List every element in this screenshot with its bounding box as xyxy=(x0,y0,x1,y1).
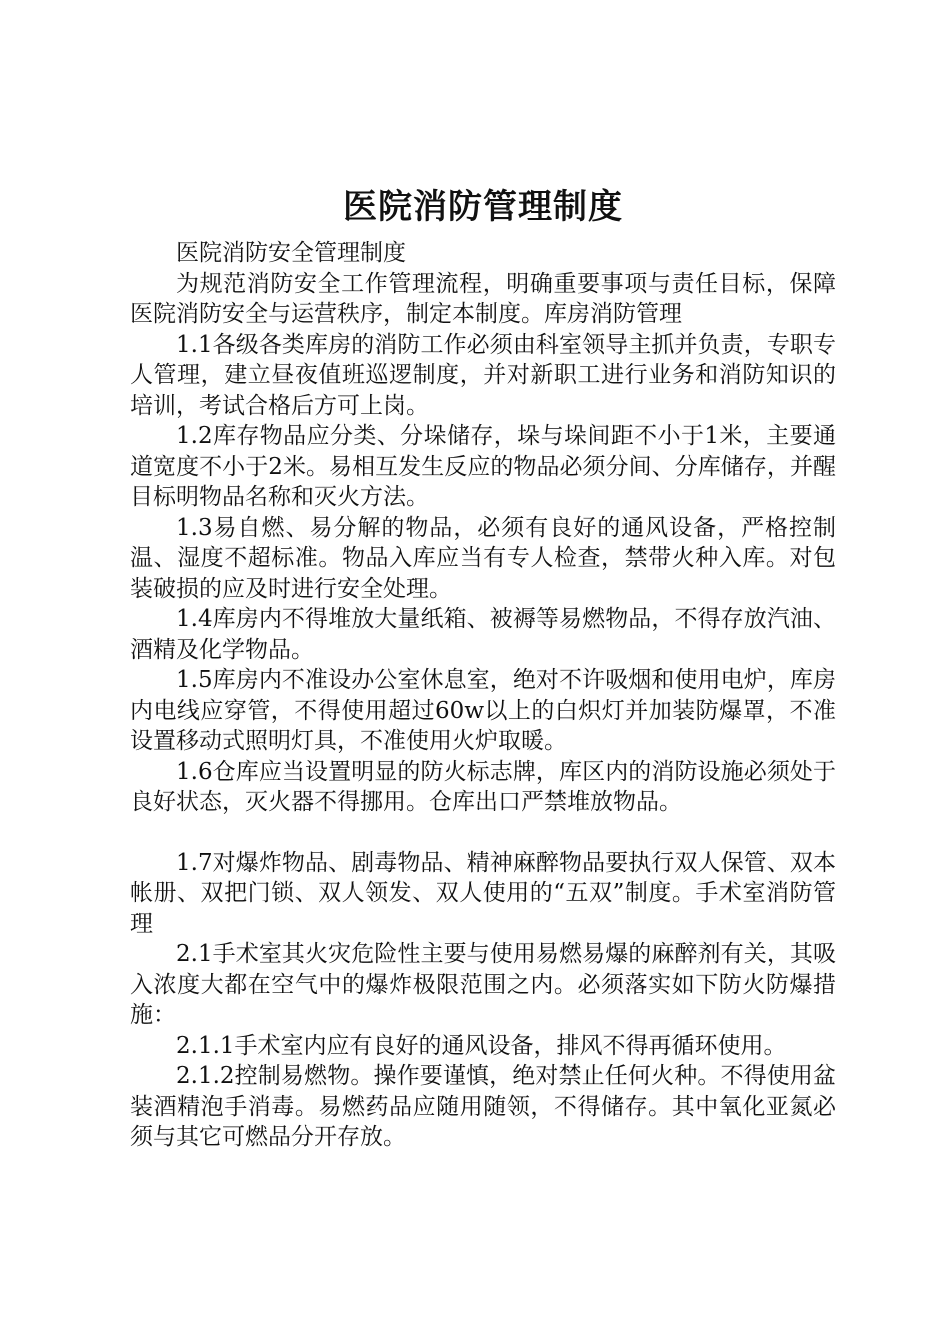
paragraph-2-1-1: 2.1.1手术室内应有良好的通风设备，排风不得再循环使用。 xyxy=(176,1032,787,1059)
paragraph-1-2: 1.2库存物品应分类、分垛储存，垛与垛间距不小于1米，主要通道宽度不小于2米。易相互发生反应的物品必须分间、分库储存，并醒目标明物品名称和灭火方法。 xyxy=(130,423,836,510)
document-page xyxy=(130,180,836,1153)
paragraph-intro: 为规范消防安全工作管理流程，明确重要事项与责任目标，保障医院消防安全与运营秩序，制定本制度。库房消防管理 xyxy=(130,270,836,327)
paragraph-1-6: 1.6仓库应当设置明显的防火标志牌，库区内的消防设施必须处于良好状态，灭火器不得挪用。仓库出口严禁堆放物品。 xyxy=(130,758,836,815)
paragraph-1-1: 1.1各级各类库房的消防工作必须由科室领导主抓并负责，专职专人管理，建立昼夜值班巡逻制度，并对新职工进行业务和消防知识的培训，考试合格后方可上岗。 xyxy=(130,331,836,419)
paragraph-1-7: 1.7对爆炸物品、剧毒物品、精神麻醉物品要执行双人保管、双本帐册、双把门锁、双人领发、双人使用的“五双”制度。手术室消防管理 xyxy=(130,849,836,937)
paragraph-1-5: 1.5库房内不准设办公室休息室，绝对不许吸烟和使用电炉，库房内电线应穿管，不得使用超过60w以上的白炽灯并加装防爆罩，不准设置移动式照明灯具，不准使用火炉取暖。 xyxy=(130,667,836,754)
paragraph-1-3: 1.3易自燃、易分解的物品，必须有良好的通风设备，严格控制温、湿度不超标准。物品入库应当有专人检查，禁带火种入库。对包装破损的应及时进行安全处理。 xyxy=(130,514,836,602)
paragraph-1-4: 1.4库房内不得堆放大量纸箱、被褥等易燃物品，不得存放汽油、酒精及化学物品。 xyxy=(130,606,836,663)
paragraph-2-1-2: 2.1.2控制易燃物。操作要谨慎，绝对禁止任何火种。不得使用盆装酒精泡手消毒。易燃药品应随用随领，不得储存。其中氧化亚氮必须与其它可燃品分开存放。 xyxy=(130,1063,836,1150)
paragraph-subtitle: 医院消防安全管理制度 xyxy=(176,240,406,266)
paragraph-2-1: 2.1手术室其火灾危险性主要与使用易燃易爆的麻醉剂有关，其吸入浓度大都在空气中的爆炸极限范围之内。必须落实如下防火防爆措施： xyxy=(130,941,836,1028)
document-title: 医院消防管理制度 xyxy=(343,187,623,227)
